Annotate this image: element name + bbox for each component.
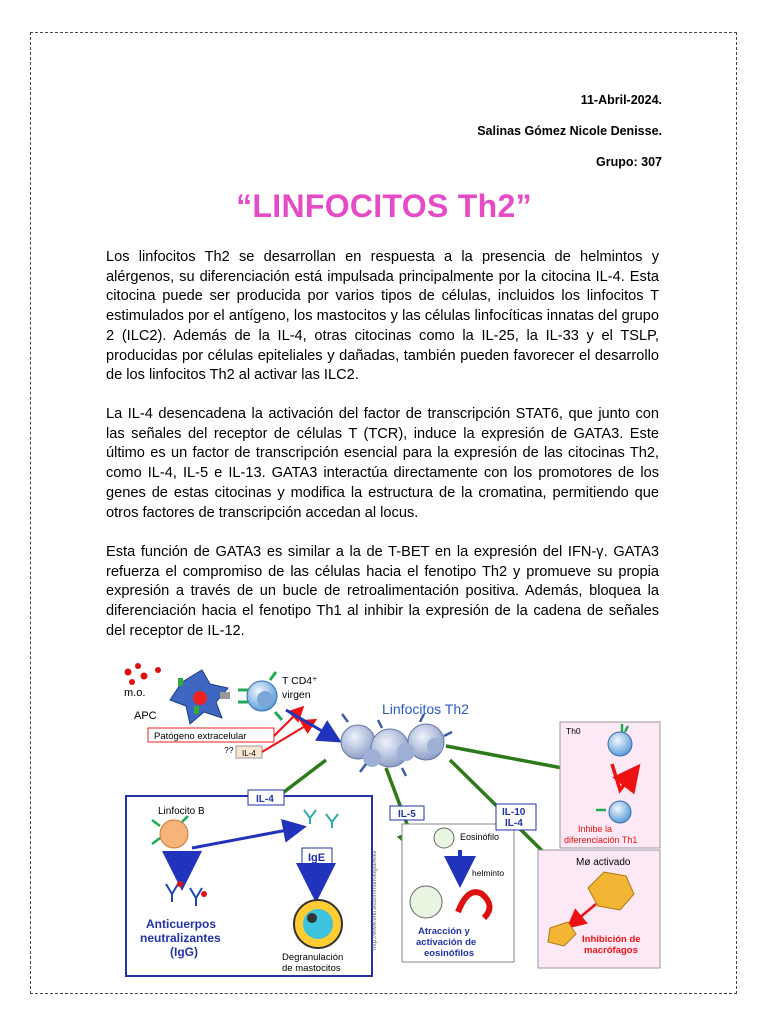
question-label: ?? [224, 745, 234, 755]
group-number: Grupo: 307 [596, 155, 662, 169]
atraccion-label-1: Atracción y [418, 926, 470, 937]
anticuerpos-label-3: (IgG) [170, 945, 198, 959]
author-name: Salinas Gómez Nicole Denisse. [477, 124, 662, 138]
mo-label: m.o. [124, 687, 146, 699]
pathogen-label: Patógeno extracelular [154, 731, 247, 742]
degranulacion-label-2: de mastocitos [282, 963, 341, 974]
il4-small-label: IL-4 [242, 749, 256, 758]
mo-activado-label: Mø activado [576, 857, 631, 868]
paragraph-1: Los linfocitos Th2 se desarrollan en respuesta a la presencia de helmintos y alérgenos, su diferenciación está impulsada principalmente por la citocina IL-4. Esta citocina puede ser producida por varios tipos de células, incluidos los linfocitos T estimulados por el antígeno, los mastocitos y las células linfocíticas innatas del grupo 2 (ILC2). Además de la IL-4, otras citocinas como la IL-25, la IL-33 y el TSLP, producidas por células epiteliales y dañadas, también pueden favorecer el desarrollo de los linfocitos Th2 al activar las ILC2. [106, 249, 659, 384]
anticuerpos-label-1: Anticuerpos [146, 917, 217, 931]
il5-label: IL-5 [398, 809, 416, 820]
il4-box-label: IL-4 [256, 794, 274, 805]
anticuerpos-label-2: neutralizantes [140, 931, 221, 945]
b-cell [160, 820, 188, 848]
degranulacion-label-1: Degranulación [282, 952, 344, 963]
il4-label-2: IL-4 [505, 818, 523, 829]
atraccion-label-3: eosinófilos [424, 948, 475, 959]
helminto-label: helminto [472, 868, 505, 878]
paragraph-3: Esta función de GATA3 es similar a la de T-BET en la expresión del IFN-γ. GATA3 refuerza el compromiso de las células hacia el fenotipo Th2 y promueve su propia expresión a través de un bucle de retroalimentación positiva. Además, bloquea la diferenciación hacia el fenotipo Th1 al inhibir la expresión de la cadena de señales del receptor de IL-12. [106, 544, 659, 639]
eosinophil-cell [410, 886, 442, 918]
virgen-label: virgen [282, 689, 311, 701]
th2-cell-cluster [341, 714, 452, 776]
inhibe-label-1: Inhibe la [578, 824, 613, 834]
tcd4-label: T CD4⁺ [282, 675, 318, 687]
atraccion-label-2: activación de [416, 937, 477, 948]
eosinophil-icon [434, 828, 454, 848]
apc-label: APC [134, 710, 157, 722]
page-title: “LINFOCITOS Th2” [236, 188, 532, 224]
inhibicion-label-1: Inhibición de [582, 934, 641, 945]
th1-cell [609, 801, 631, 823]
th2-label: Linfocitos Th2 [382, 701, 469, 717]
ige-label: IgE [308, 852, 326, 864]
apc-cell [170, 670, 230, 724]
inhibicion-label-2: macrófagos [584, 945, 638, 956]
th0-cell [608, 732, 632, 756]
linfocito-b-label: Linfocito B [158, 806, 205, 817]
microorganisms [125, 663, 162, 685]
source-url: http://www.ehu.eus/immunologia/wiki/ [372, 850, 378, 950]
paragraph-2: La IL-4 desencadena la activación del factor de transcripción STAT6, que junto con las señales del receptor de células T (TCR), induce la expresión de GATA3. Este último es un factor de transcripción esencial para la expresión de las citocinas Th2, como IL-4, IL-5 e IL-13. GATA3 interactúa directamente con los promotores de los genes de estas citocinas y modifica la estructura de la cromatina, permitiendo que otros factores de transcripción accedan al locus. [106, 406, 659, 521]
th2-diagram [120, 662, 662, 978]
th0-label: Th0 [566, 726, 581, 736]
tcd4-virgen-cell [238, 672, 282, 720]
il10-label: IL-10 [502, 807, 526, 818]
inhibe-label-2: diferenciación Th1 [564, 835, 638, 845]
b-cell-panel [126, 796, 372, 976]
date: 11-Abril-2024. [580, 93, 662, 107]
eosinofilo-label: Eosinófilo [460, 832, 500, 842]
mast-cell [294, 900, 342, 948]
